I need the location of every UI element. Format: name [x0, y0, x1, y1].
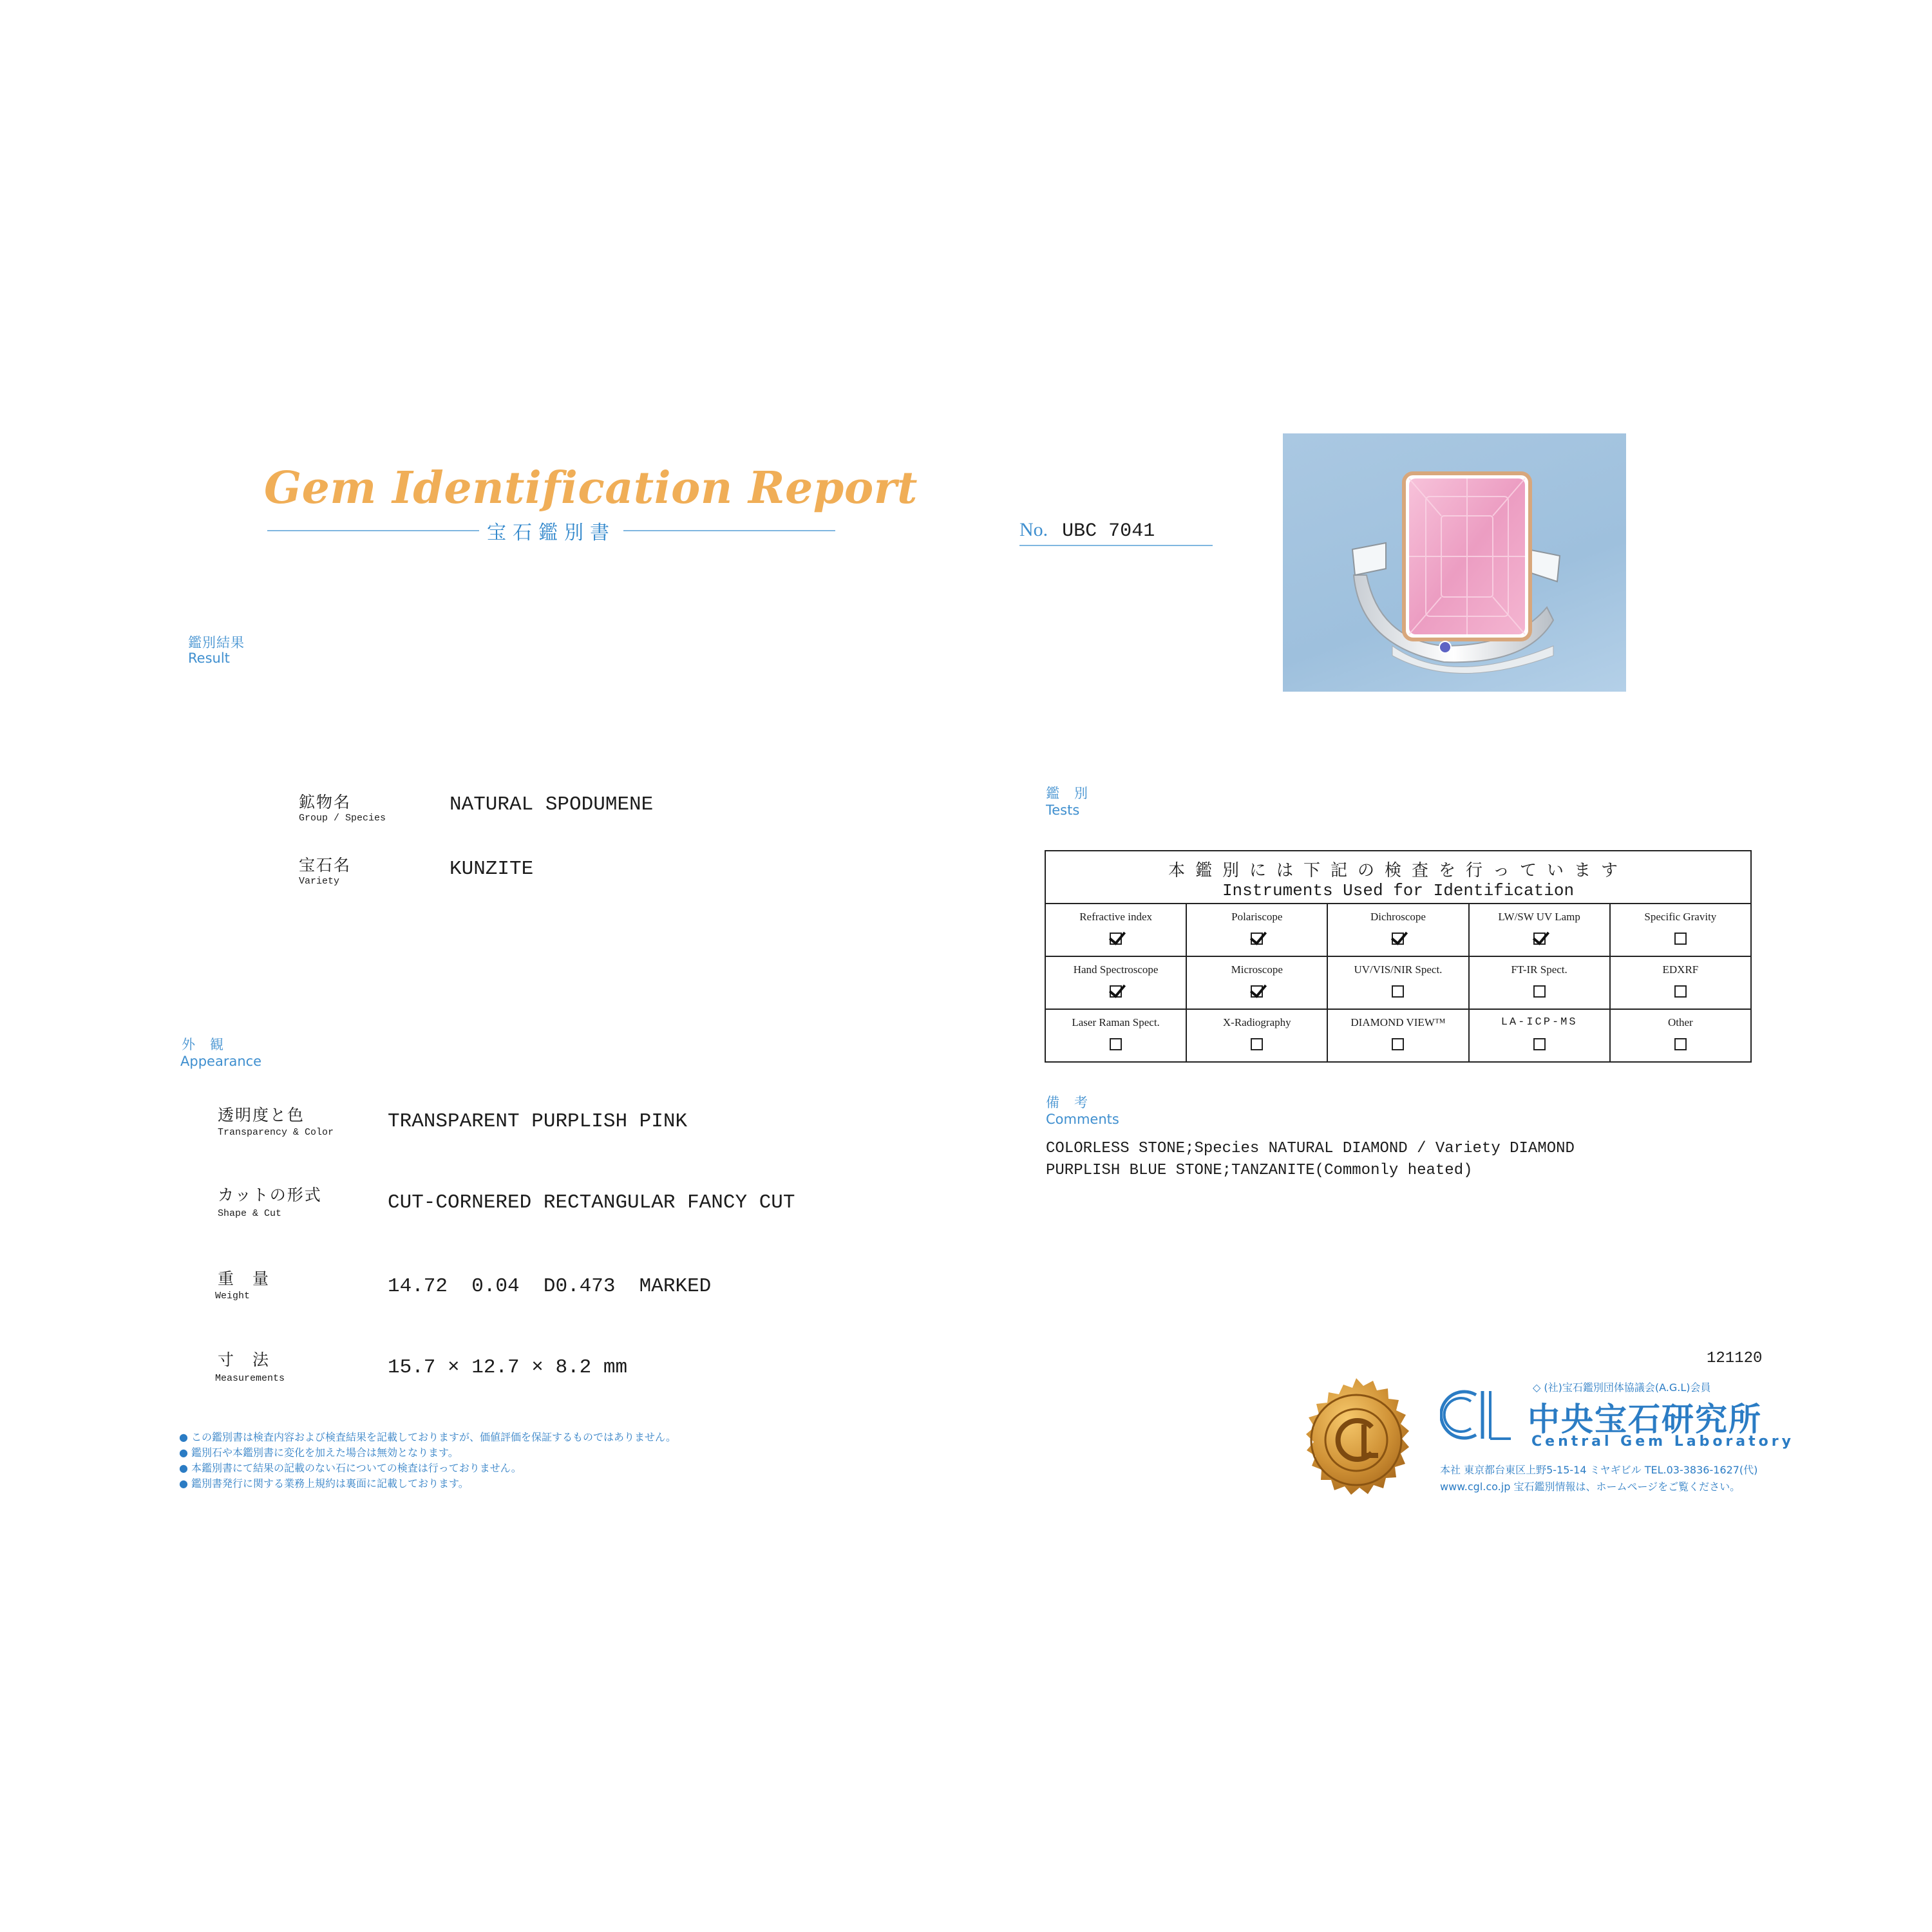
report-number-label: No. — [1019, 519, 1048, 540]
shape-label-en: Shape & Cut — [218, 1208, 282, 1219]
test-name: LA-ICP-MS — [1501, 1016, 1578, 1028]
checkbox-icon — [1533, 933, 1546, 945]
lab-address: 本社 東京都台東区上野5-15-14 ミヤギビル TEL.03-3836-1627(代) — [1440, 1464, 1758, 1476]
divider — [623, 530, 835, 531]
checkbox-icon — [1110, 985, 1122, 998]
test-cell — [1186, 956, 1327, 1009]
species-label-en: Group / Species — [299, 813, 386, 824]
test-cell — [1610, 1009, 1751, 1062]
report-subtitle-jp: 宝石鑑別書 — [487, 522, 616, 544]
comments-section-jp: 備 考 — [1046, 1095, 1088, 1110]
agl-text: (社)宝石鑑別団体協議会(A.G.L)会員 — [1544, 1381, 1711, 1394]
note-line: ● 鑑別書発行に関する業務上規約は裏面に記載しております。 — [179, 1477, 469, 1490]
test-cell — [1327, 904, 1468, 956]
result-section-jp: 鑑別結果 — [188, 635, 245, 650]
test-name: DIAMOND VIEW™ — [1350, 1016, 1446, 1028]
test-name: Specific Gravity — [1644, 911, 1717, 923]
checkbox-icon — [1674, 985, 1687, 998]
cgl-logo-icon — [1440, 1386, 1515, 1444]
lab-website: www.cgl.co.jp 宝石鑑別情報は、ホームページをご覧ください。 — [1440, 1481, 1741, 1493]
test-name: Polariscope — [1231, 911, 1283, 923]
transparency-label-en: Transparency & Color — [218, 1127, 334, 1138]
tests-table-header — [1045, 851, 1751, 904]
test-name: Refractive index — [1079, 911, 1152, 923]
appearance-section-jp: 外 観 — [182, 1037, 224, 1052]
checkbox-icon — [1110, 933, 1122, 945]
test-name: UV/VIS/NIR Spect. — [1354, 963, 1443, 976]
test-cell — [1327, 1009, 1468, 1062]
weight-value: 14.72 0.04 D0.473 MARKED — [388, 1275, 712, 1298]
gold-seal-icon — [1293, 1377, 1419, 1503]
checkbox-icon — [1533, 1038, 1546, 1050]
tests-section-en: Tests — [1046, 802, 1080, 818]
test-cell — [1610, 904, 1751, 956]
test-name: Laser Raman Spect. — [1072, 1016, 1160, 1028]
tests-section-jp: 鑑 別 — [1046, 786, 1088, 801]
checkbox-icon — [1251, 1038, 1263, 1050]
test-cell — [1469, 956, 1610, 1009]
report-number — [1019, 519, 1213, 546]
report-number-value: UBC 7041 — [1062, 520, 1155, 542]
weight-label-jp: 重 量 — [218, 1269, 270, 1288]
test-name: X-Radiography — [1222, 1016, 1291, 1028]
shape-label-jp: カットの形式 — [218, 1186, 322, 1204]
checkbox-icon — [1392, 1038, 1404, 1050]
lab-name-en: Central Gem Laboratory — [1531, 1434, 1794, 1450]
comment-line-1: COLORLESS STONE;Species NATURAL DIAMOND / Variety DIAMOND — [1046, 1140, 1575, 1157]
agl-membership — [1533, 1379, 1711, 1394]
test-name: Hand Spectroscope — [1073, 963, 1159, 976]
tests-heading-jp: 本鑑別には下記の検査を行っています — [1168, 861, 1628, 880]
comments-section-en: Comments — [1046, 1112, 1119, 1127]
checkbox-icon — [1533, 985, 1546, 998]
cgl-logo-drawing — [1440, 1386, 1515, 1444]
test-name: Microscope — [1231, 963, 1283, 976]
checkbox-icon — [1251, 985, 1263, 998]
transparency-value: TRANSPARENT PURPLISH PINK — [388, 1110, 688, 1133]
test-cell — [1469, 904, 1610, 956]
diamond-mark-icon: ◇ — [1533, 1381, 1541, 1394]
test-cell — [1610, 956, 1751, 1009]
checkbox-icon — [1392, 985, 1404, 998]
measure-value: 15.7 × 12.7 × 8.2 mm — [388, 1356, 628, 1379]
checkbox-icon — [1674, 933, 1687, 945]
appearance-section-en: Appearance — [180, 1054, 262, 1069]
test-name: EDXRF — [1662, 963, 1699, 976]
gold-seal-drawing — [1293, 1377, 1419, 1503]
result-section-en: Result — [188, 650, 230, 666]
test-cell — [1186, 904, 1327, 956]
variety-value: KUNZITE — [450, 858, 534, 880]
weight-label-en: Weight — [215, 1291, 251, 1302]
tests-heading-en: Instruments Used for Identification — [1222, 881, 1575, 900]
species-value: NATURAL SPODUMENE — [450, 793, 654, 816]
note-line: ● この鑑別書は検査内容および検査結果を記載しておりますが、価値評価を保証するものではありません。 — [179, 1431, 677, 1443]
report-subtitle — [267, 520, 835, 544]
disclaimer-notes — [179, 1430, 823, 1492]
divider — [267, 530, 479, 531]
species-label-jp: 鉱物名 — [299, 793, 352, 811]
measure-label-jp: 寸 法 — [218, 1350, 270, 1369]
checkbox-icon — [1392, 933, 1404, 945]
lab-name-jp: 中央宝石研究所 — [1528, 1401, 1762, 1438]
gem-ring-photo — [1283, 433, 1626, 692]
checkbox-icon — [1251, 933, 1263, 945]
report-code: 121120 — [1707, 1350, 1763, 1367]
checkbox-icon — [1674, 1038, 1687, 1050]
test-name: Dichroscope — [1370, 911, 1426, 923]
variety-label-en: Variety — [299, 876, 340, 887]
test-name: Other — [1668, 1016, 1693, 1028]
note-line: ● 本鑑別書にて結果の記載のない石についての検査は行っておりません。 — [179, 1462, 522, 1474]
test-cell — [1045, 956, 1186, 1009]
test-cell — [1045, 1009, 1186, 1062]
test-name: FT-IR Spect. — [1511, 963, 1567, 976]
comment-line-2: PURPLISH BLUE STONE;TANZANITE(Commonly heated) — [1046, 1162, 1473, 1179]
test-cell — [1186, 1009, 1327, 1062]
test-cell — [1327, 956, 1468, 1009]
note-line: ● 鑑別石や本鑑別書に変化を加えた場合は無効となります。 — [179, 1446, 459, 1459]
variety-label-jp: 宝石名 — [299, 856, 352, 875]
test-name: LW/SW UV Lamp — [1498, 911, 1580, 923]
test-cell — [1469, 1009, 1610, 1062]
gem-ring-photo-drawing — [1283, 433, 1626, 692]
transparency-label-jp: 透明度と色 — [218, 1106, 305, 1124]
checkbox-icon — [1110, 1038, 1122, 1050]
shape-value: CUT-CORNERED RECTANGULAR FANCY CUT — [388, 1191, 795, 1214]
measure-label-en: Measurements — [215, 1373, 285, 1384]
tests-table — [1045, 850, 1752, 1063]
test-cell — [1045, 904, 1186, 956]
report-title: Gem Identification Report — [264, 462, 918, 514]
